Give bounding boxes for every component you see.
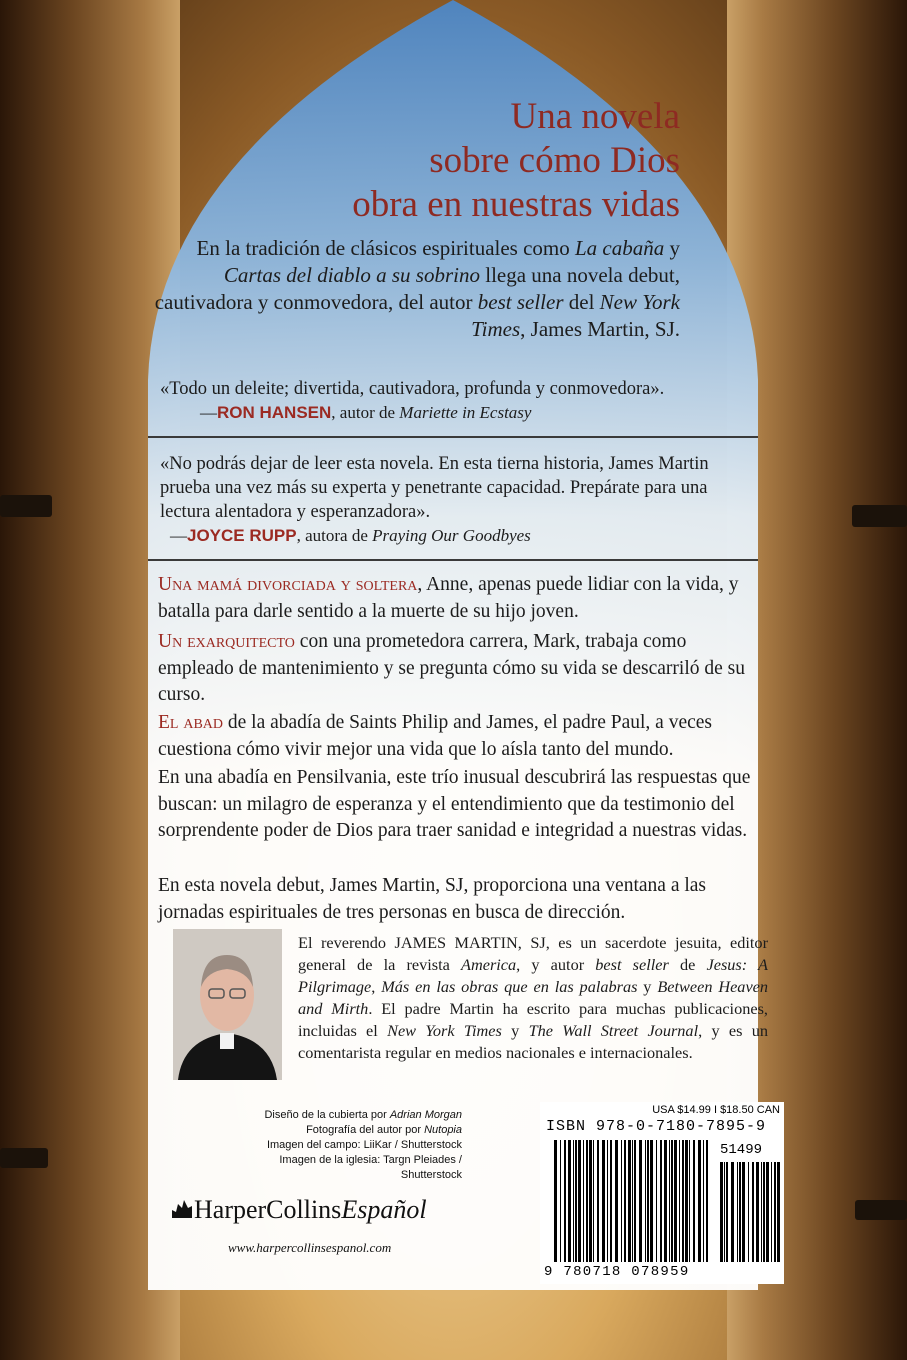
barcode-bar	[593, 1140, 594, 1262]
barcode-bar	[724, 1162, 725, 1262]
barcode-bar	[726, 1162, 728, 1262]
barcode-bar	[763, 1162, 765, 1262]
character-paragraph: Un exarquitecto con una prometedora carrera, Mark, trabaja como empleado de mantenimiento y se pregunta cómo su vida se descarriló de su curso.	[158, 631, 745, 705]
credit-line: Imagen del campo: LiiKar / Shutterstock	[266, 1139, 462, 1151]
character-paragraph: El abad de la abadía de Saints Philip and James, el padre Paul, a veces cuestiona cómo vivir mejor una vida que lo aísla tanto del mundo.	[158, 712, 712, 760]
barcode-bar	[737, 1162, 738, 1262]
synopsis-paragraph: En una abadía en Pensilvania, este trío inusual descubrirá las respuestas que buscan: un milagro de esperanza y el entendimiento que da testimonio del sorprendente poder de Dios para traer sanidad e integridad a nuestras vidas.	[158, 767, 751, 841]
barcode-bar	[589, 1140, 592, 1262]
barcode-bar	[628, 1140, 631, 1262]
credit-line: Fotografía del autor por Nutopia	[306, 1124, 462, 1136]
barcode-icon	[540, 1102, 784, 1282]
barcode-bar	[564, 1140, 566, 1262]
barcode-bar	[698, 1140, 701, 1262]
cover-credits	[232, 1108, 462, 1183]
barcode-bar	[703, 1140, 704, 1262]
isbn-label: ISBN 978-0-7180-7895-9	[546, 1118, 767, 1135]
barcode-bar	[777, 1162, 780, 1262]
barcode-bar	[639, 1140, 642, 1262]
barcode-bar	[632, 1140, 633, 1262]
barcode-bar	[624, 1140, 626, 1262]
endorsement-hansen	[160, 377, 760, 425]
character-paragraph: Una mamá divorciada y soltera, Anne, apenas puede lidiar con la vida, y batalla para darle sentido a la muerte de su hijo joven.	[158, 574, 739, 622]
barcode-bar	[685, 1140, 688, 1262]
credit-line: Diseño de la cubierta por Adrian Morgan	[264, 1109, 462, 1121]
barcode-bar	[656, 1140, 657, 1262]
price-label: USA $14.99 I $18.50 CAN	[652, 1104, 780, 1116]
quote-text: «Todo un deleite; divertida, cautivadora, profunda y conmovedora».	[160, 379, 665, 399]
barcode-bar	[706, 1140, 708, 1262]
intro-paragraph: En la tradición de clásicos espirituales como La cabaña y Cartas del diablo a su sobrino llega una novela debut, cautivadora y conmovedora, del autor best seller del New York Times, James Martin, SJ.	[154, 236, 680, 341]
barcode-bar	[771, 1162, 772, 1262]
barcode-bar	[645, 1140, 646, 1262]
barcode-bar	[674, 1140, 677, 1262]
quote-signature: —RON HANSEN, autor de Mariette in Ecstasy	[200, 403, 532, 422]
barcode-bar	[720, 1162, 723, 1262]
barcode-bar	[615, 1140, 618, 1262]
barcode-bar	[602, 1140, 605, 1262]
barcode-bar	[554, 1140, 557, 1262]
barcode-bar	[607, 1140, 608, 1262]
publisher-logo: HarperCollinsEspañol	[170, 1195, 427, 1225]
barcode-bar	[573, 1140, 574, 1262]
publisher-url: www.harpercollinsespanol.com	[228, 1240, 392, 1255]
barcode-bar	[752, 1162, 754, 1262]
author-photo	[173, 929, 282, 1080]
quote-signature: —JOYCE RUPP, autora de Praying Our Goodbyes	[170, 526, 531, 545]
barcode-bar	[739, 1162, 741, 1262]
divider	[148, 559, 758, 561]
tagline-line: Una novela	[510, 96, 680, 137]
barcode-bar	[756, 1162, 759, 1262]
barcode-bar	[761, 1162, 762, 1262]
barcode-bar	[586, 1140, 588, 1262]
barcode-bar	[560, 1140, 561, 1262]
barcode-bar	[634, 1140, 636, 1262]
barcode-bar	[693, 1140, 695, 1262]
barcode-block	[540, 1102, 784, 1284]
endorsement-rupp	[160, 452, 720, 548]
tagline-line: sobre cómo Dios	[429, 140, 680, 181]
harpercollins-flame-icon	[170, 1198, 194, 1220]
author-portrait-icon	[173, 929, 282, 1080]
tagline-line: obra en nuestras vidas	[352, 184, 680, 225]
barcode-bar	[647, 1140, 649, 1262]
author-bio: El reverendo JAMES MARTIN, SJ, es un sacerdote jesuita, editor general de la revista America, y autor best seller de Jesus: A Pilgrimage, Más en las obras que en las palabras y Between Heaven and Mirth. El padre Martin ha escrito para muchas publicaciones, incluidas el New York Times y The Wall Street Journal, y es un comentarista regular en medios nacionales e internacionales.	[298, 933, 769, 1062]
barcode-bar	[660, 1140, 662, 1262]
barcode-bar	[682, 1140, 684, 1262]
barcode-bar	[568, 1140, 571, 1262]
barcode-bar	[742, 1162, 745, 1262]
credit-line: Imagen de la iglesia: Targn Pleiades / Shutterstock	[279, 1154, 462, 1181]
barcode-bar	[650, 1140, 653, 1262]
barcode-bar	[689, 1140, 690, 1262]
quote-text: «No podrás dejar de leer esta novela. En esta tierna historia, James Martin prueba una vez más su experta y penetrante capacidad. Prepárate para una lectura alentadora y esperanzadora».	[160, 454, 709, 522]
barcode-bar	[731, 1162, 734, 1262]
barcode-bar	[671, 1140, 673, 1262]
barcode-bar	[679, 1140, 680, 1262]
barcode-addon-number: 51499	[720, 1142, 763, 1158]
divider	[148, 436, 758, 438]
barcode-bar	[575, 1140, 577, 1262]
barcode-bar	[583, 1140, 584, 1262]
tagline	[140, 95, 680, 227]
synopsis-paragraph: En esta novela debut, James Martin, SJ, proporciona una ventana a las jornadas espirituales de tres personas en busca de dirección.	[158, 875, 707, 923]
barcode-bar	[774, 1162, 776, 1262]
barcode-bar	[664, 1140, 667, 1262]
barcode-bar	[597, 1140, 599, 1262]
barcode-bar	[621, 1140, 622, 1262]
ean-number: 9 780718 078959	[544, 1264, 690, 1280]
barcode-bar	[748, 1162, 749, 1262]
barcode-bar	[578, 1140, 581, 1262]
barcode-bar	[766, 1162, 769, 1262]
barcode-bar	[610, 1140, 612, 1262]
barcode-bar	[669, 1140, 670, 1262]
